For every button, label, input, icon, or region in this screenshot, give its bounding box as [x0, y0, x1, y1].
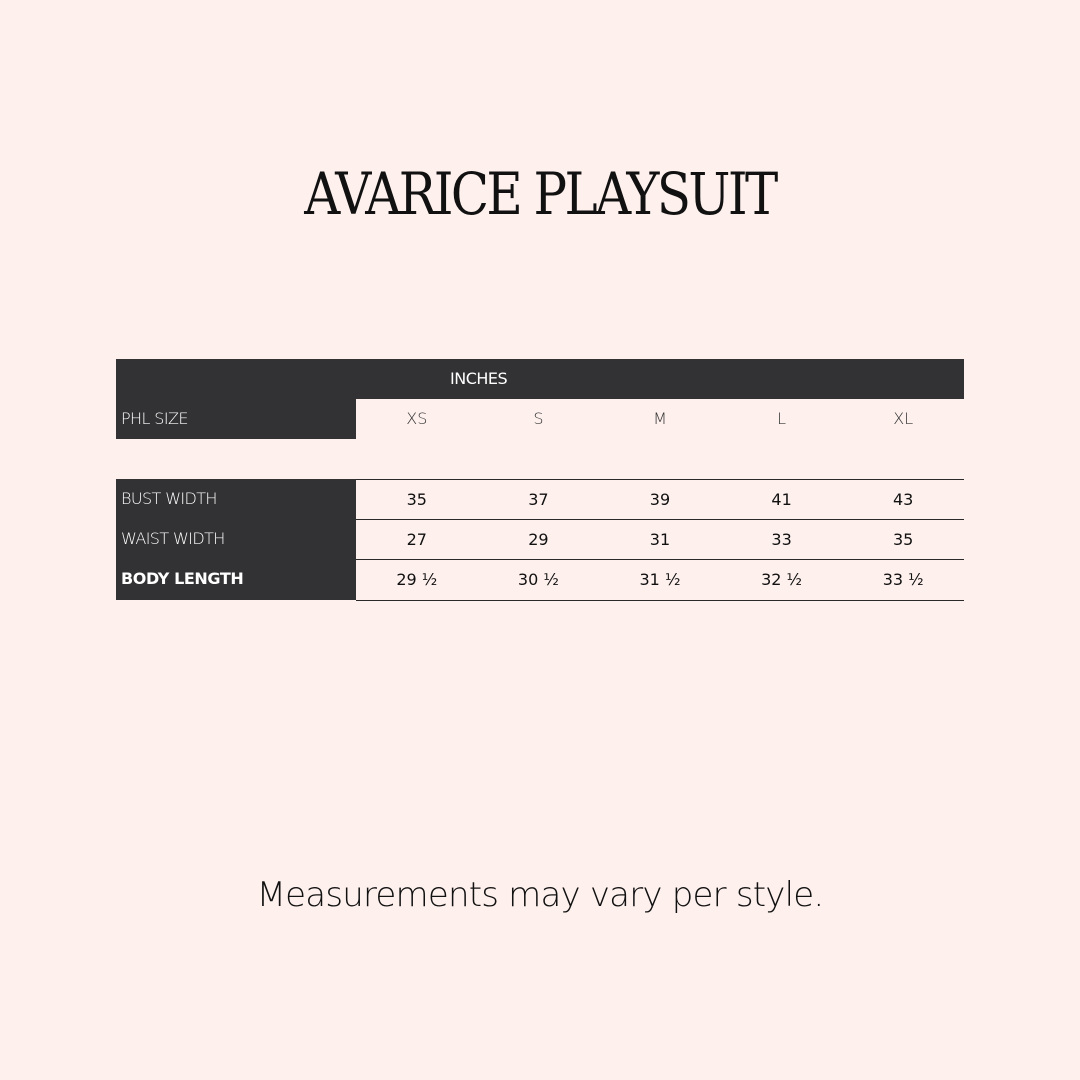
row-label-bust-width: BUST WIDTH — [116, 479, 356, 519]
table-cell: 29 ½ — [396, 570, 438, 589]
table-cell: 41 — [771, 490, 792, 509]
size-label: PHL SIZE — [116, 399, 356, 439]
size-m: M — [653, 409, 667, 428]
table-cell: 31 ½ — [639, 570, 681, 589]
size-chart — [116, 359, 964, 601]
table-row — [116, 560, 964, 600]
size-s: S — [533, 409, 544, 428]
table-row — [116, 520, 964, 559]
table-cell: 32 ½ — [761, 570, 803, 589]
row-label-body-length: BODY LENGTH — [116, 559, 356, 600]
table-cell: 35 — [406, 490, 427, 509]
table-cell: 39 — [649, 490, 671, 509]
table-row — [116, 480, 964, 519]
table-cell: 30 ½ — [517, 570, 559, 589]
table-cell: 37 — [528, 490, 549, 509]
measurement-note: Measurements may vary per style. — [256, 875, 824, 915]
unit-header — [116, 359, 964, 399]
row-label-waist-width: WAIST WIDTH — [116, 519, 356, 559]
size-xl: XL — [893, 409, 914, 428]
table-cell: 27 — [406, 530, 427, 549]
product-title: AVARICE PLAYSUIT — [304, 160, 776, 228]
table-cell: 33 ½ — [882, 570, 924, 589]
table-cell: 43 — [892, 490, 914, 509]
size-l: L — [777, 409, 787, 428]
unit-header-label: INCHES — [450, 369, 508, 388]
table-cell: 33 — [771, 530, 792, 549]
table-cell: 31 — [649, 530, 671, 549]
table-cell: 29 — [528, 530, 549, 549]
size-header-row — [116, 399, 964, 439]
size-xs: XS — [406, 409, 428, 428]
row-divider — [356, 600, 964, 601]
table-cell: 35 — [892, 530, 914, 549]
